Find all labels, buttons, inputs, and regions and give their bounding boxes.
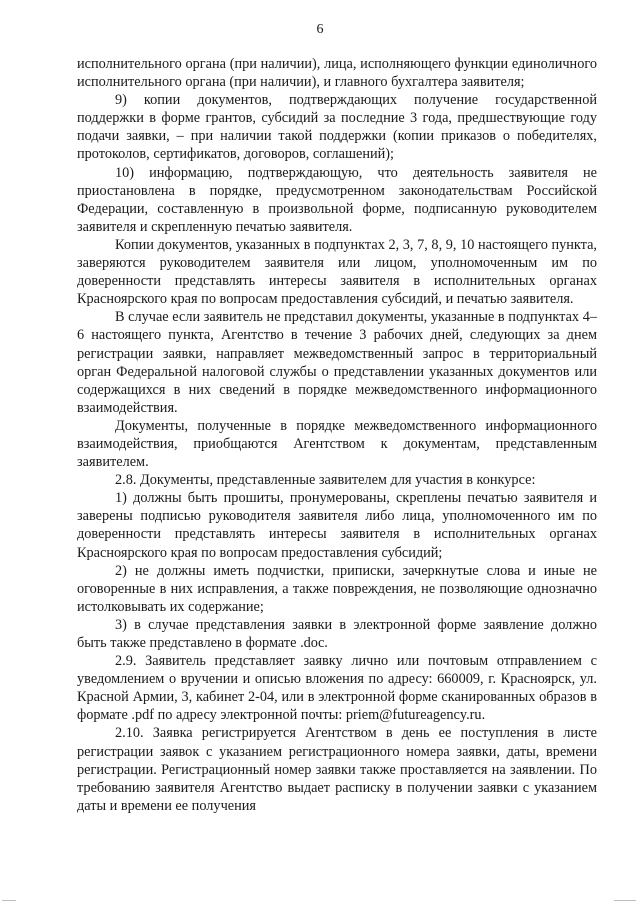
paragraph-2: 9) копии документов, подтверждающих получение государственной поддержки в форме грантов, субсидий за последние 3 года, предшествующие году подачи заявки, – при наличии такой поддержки (копии приказов о победителях, протоколов, сертификатов, договоров, соглашений); — [77, 92, 597, 163]
paragraph-12: 2.10. Заявка регистрируется Агентством в день ее поступления в листе регистрации заявок с указанием регистрационного номера заявки, даты, времени регистрации. Регистрационный номер заявки также проставляется на заявлении. По требованию заявителя Агентство выдает расписку в получении заявки с указанием даты и времени ее получения — [77, 725, 597, 814]
scan-edge-mark-right — [614, 900, 636, 901]
paragraph-10: 3) в случае представления заявки в электронной форме заявление должно быть также представлено в формате .doc. — [77, 616, 597, 651]
scan-edge-mark-left — [2, 900, 16, 901]
paragraph-6: Документы, полученные в порядке межведомственного информационного взаимодействия, приобщаются Агентством к документам, представленным заявителем. — [77, 417, 597, 471]
paragraph-11: 2.9. Заявитель представляет заявку лично или почтовым отправлением с уведомлением о вручении и описью вложения по адресу: 660009, г. Красноярск, ул. Красной Армии, 3, кабинет 2-04, или в электронной форме сканированных образов в формате .pdf по адресу электронной почты: priem@futureagency.ru. — [77, 653, 597, 724]
page-number: 6 — [316, 22, 324, 37]
paragraph-3: 10) информацию, подтверждающую, что деятельность заявителя не приостановлена в порядке, предусмотренном законодательствам Российской Федерации, составленную в произвольной форме, подписанную руководителем заявителя и скрепленную печатью заявителя. — [77, 164, 597, 235]
document-body — [77, 55, 597, 815]
paragraph-8: 1) должны быть прошиты, пронумерованы, скреплены печатью заявителя и заверены подписью руководителя заявителя либо лица, уполномоченного им по доверенности представлять интересы заявителя в исполнительных органах Красноярского края по вопросам предоставления субсидий; — [77, 490, 597, 561]
paragraph-1: исполнительного органа (при наличии), лица, исполняющего функции единоличного исполнительного органа (при наличии), и главного бухгалтера заявителя; — [77, 56, 597, 91]
paragraph-7: 2.8. Документы, представленные заявителем для участия в конкурсе: — [115, 472, 536, 489]
paragraph-4: Копии документов, указанных в подпунктах 2, 3, 7, 8, 9, 10 настоящего пункта, заверяются руководителем заявителя или лицом, уполномоченным им по доверенности представлять интересы заявителя в исполнительных органах Красноярского края по вопросам предоставления субсидий, и печатью заявителя. — [77, 236, 597, 308]
paragraph-9: 2) не должны иметь подчистки, приписки, зачеркнутые слова и иные не оговоренные в них исправления, а также повреждения, не позволяющие однозначно истолковывать их содержание; — [77, 562, 597, 615]
paragraph-5: В случае если заявитель не представил документы, указанные в подпунктах 4–6 настоящего пункта, Агентство в течение 3 рабочих дней, следующих за днем регистрации заявки, направляет межведомственный запрос в территориальный орган Федеральной налоговой службы о представлении указанных документов или содержащихся в них сведений в порядке межведомственного информационного взаимодействия. — [77, 309, 597, 416]
